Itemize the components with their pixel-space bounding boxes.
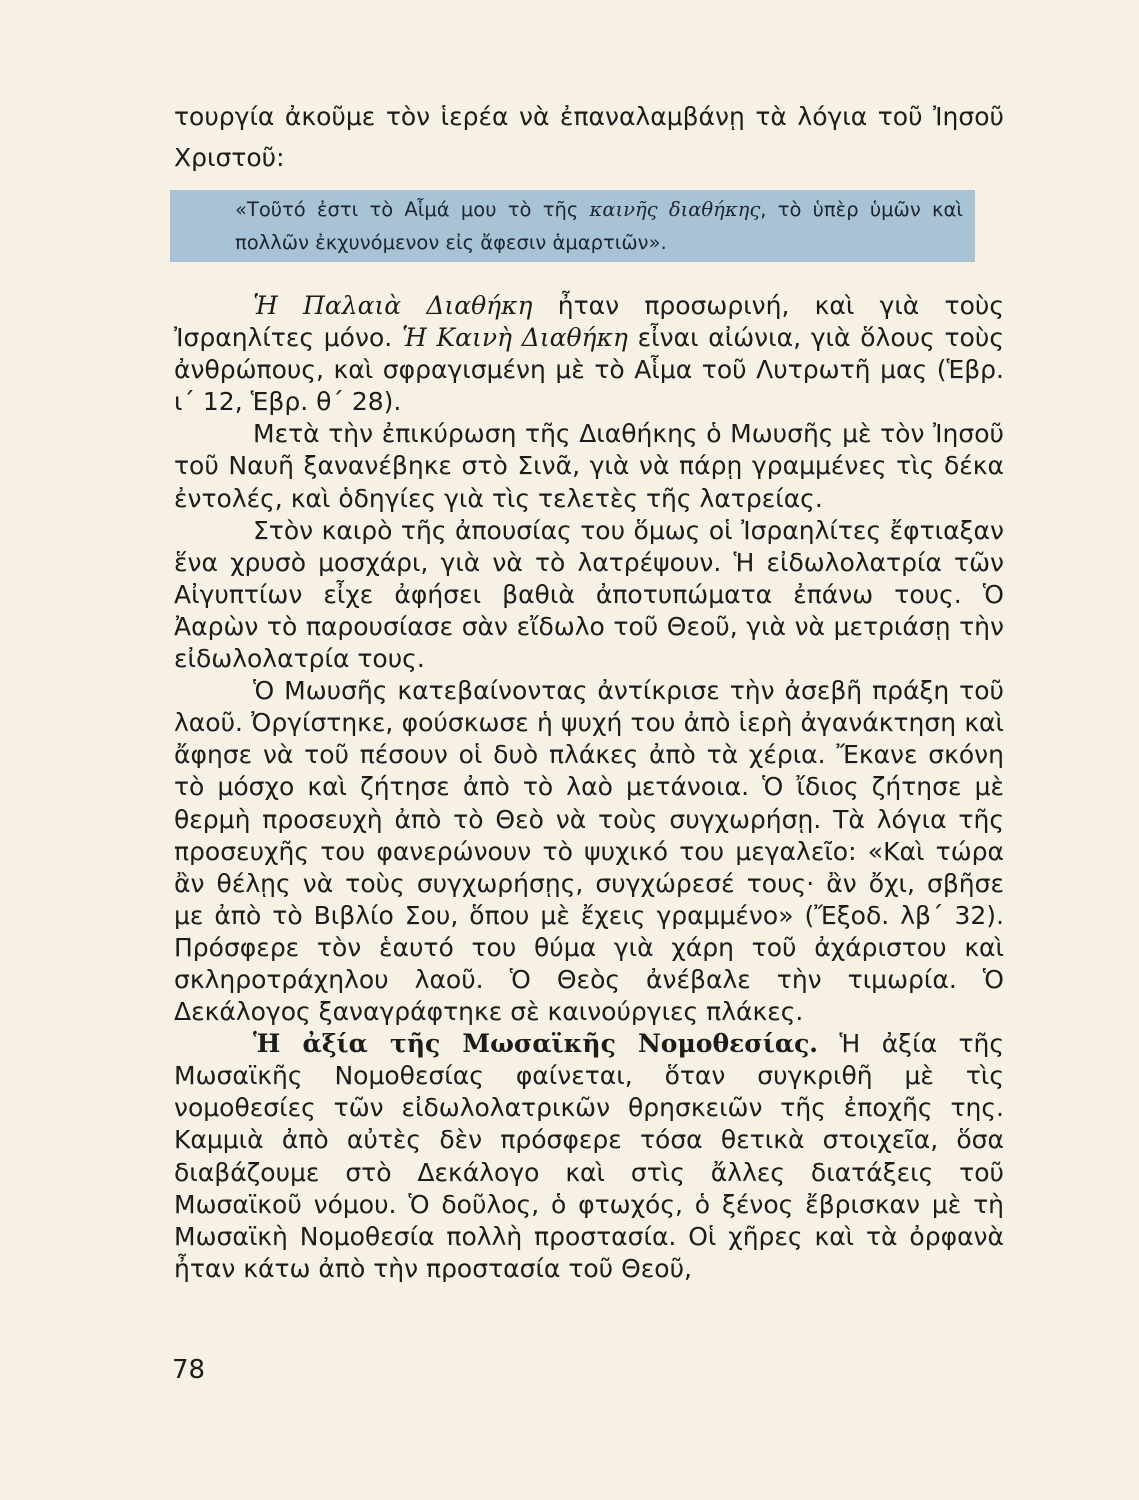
paragraph-3: Στὸν καιρὸ τῆς ἀπουσίας του ὅμως οἱ Ἰσραηλίτες ἔφτιαξαν ἕνα χρυσὸ μοσχάρι, γιὰ νὰ τὸ λατρέψουν. Ἡ εἰδωλολατρία τῶν Αἰγυπτίων εἶχε ἀφήσει βαθιὰ ἀποτυπώματα ἐπάνω τους. Ὁ Ἀαρὼν τὸ παρουσίασε σὰν εἴδωλο τοῦ Θεοῦ, γιὰ νὰ μετριάσῃ τὴν εἰδωλολατρία τους.	[174, 515, 1004, 674]
page-number: 78	[172, 1355, 206, 1385]
scripture-quote	[235, 193, 963, 259]
paragraph-5-text: Ἡ ἀξία τῆς Μωσαϊκῆς Νομοθεσίας φαίνεται, ὅταν συγκριθῆ μὲ τὶς νομοθεσίες τῶν εἰδωλολατρικῶν θρησκειῶν τῆς ἐποχῆς της. Καμμιὰ ἀπὸ αὐτὲς δὲν πρόσφερε τόσα θετικὰ στοιχεῖα, ὅσα διαβάζουμε στὸ Δεκάλογο καὶ στὶς ἄλλες διατάξεις τοῦ Μωσαϊκοῦ νόμου. Ὁ δοῦλος, ὁ φτωχός, ὁ ξένος ἔβρισκαν μὲ τὴ Μωσαϊκὴ Νομοθεσία πολλὴ προστασία. Οἱ χῆρες καὶ τὰ ὀρφανὰ ἦταν κάτω ἀπὸ τὴν προστασία τοῦ Θεοῦ,	[174, 1029, 1005, 1283]
paragraph-1-text-b: εἶναι αἰώνια, γιὰ ὅλους τοὺς ἀνθρώπους, καὶ σφραγισμένη μὲ τὸ Αἷμα τοῦ Λυτρωτῆ μας (Ἑβρ. ι΄ 12, Ἑβρ. θ΄ 28).	[174, 323, 1004, 417]
new-testament-term: Ἡ Καινὴ Διαθήκη	[401, 323, 628, 353]
intro-text: τουργία ἀκοῦμε τὸν ἱερέα νὰ ἐπαναλαμβάνῃ τὰ λόγια τοῦ Ἰησοῦ Χριστοῦ:	[174, 102, 1004, 172]
old-testament-term: Ἡ Παλαιὰ Διαθήκη	[253, 291, 533, 320]
quote-part-1: «Τοῦτό ἐστι τὸ Αἷμά μου τὸ τῆς	[235, 198, 590, 221]
section-heading: Ἡ ἀξία τῆς Μωσαϊκῆς Νομοθεσίας.	[253, 1029, 819, 1059]
paragraph-2: Μετὰ τὴν ἐπικύρωση τῆς Διαθήκης ὁ Μωυσῆς μὲ τὸν Ἰησοῦ τοῦ Ναυῆ ξανανέβηκε στὸ Σινᾶ, γιὰ νὰ πάρῃ γραμμένες τὶς δέκα ἐντολές, καὶ ὁδηγίες γιὰ τὶς τελετὲς τῆς λατρείας.	[174, 419, 1004, 513]
paragraph-1	[174, 290, 1004, 418]
paragraph-4: Ὁ Μωυσῆς κατεβαίνοντας ἀντίκρισε τὴν ἀσεβῆ πράξη τοῦ λαοῦ. Ὀργίστηκε, φούσκωσε ἡ ψυχή του ἀπὸ ἱερὴ ἀγανάκτηση καὶ ἄφησε νὰ τοῦ πέσουν οἱ δυὸ πλάκες ἀπὸ τὰ χέρια. Ἔκανε σκόνη τὸ μόσχο καὶ ζήτησε ἀπὸ τὸ λαὸ μετάνοια. Ὁ ἴδιος ζήτησε μὲ θερμὴ προσευχὴ ἀπὸ τὸ Θεὸ νὰ τοὺς συγχωρήσῃ. Τὰ λόγια τῆς προσευχῆς του φανερώνουν τὸ ψυχικό του μεγαλεῖο: «Καὶ τώρα ἂν θέλῃς νὰ τοὺς συγχωρήσῃς, συγχώρεσέ τους· ἂν ὄχι, σβῆσε με ἀπὸ τὸ Βιβλίο Σου, ὅπου μὲ ἔχεις γραμμένο» (Ἔξοδ. λβ΄ 32). Πρόσφερε τὸν ἑαυτό του θύμα γιὰ χάρη τοῦ ἀχάριστου καὶ σκληροτράχηλου λαοῦ. Ὁ Θεὸς ἀνέβαλε τὴν τιμωρία. Ὁ Δεκάλογος ξαναγράφτηκε σὲ καινούργιες πλάκες.	[174, 676, 1004, 1027]
body-text	[174, 290, 1004, 1285]
quote-italic: καινῆς διαθήκης	[589, 198, 761, 221]
quote-part-2: , τὸ ὑπὲρ ὑμῶν καὶ πολλῶν ἐκχυνόμενον εἰς ἄφεσιν ἁμαρτιῶν».	[235, 198, 963, 254]
paragraph-5	[174, 1028, 1004, 1285]
paragraph-1-text-a: ἦταν προσωρινή, καὶ γιὰ τοὺς Ἰσραηλίτες μόνο.	[174, 291, 1005, 353]
